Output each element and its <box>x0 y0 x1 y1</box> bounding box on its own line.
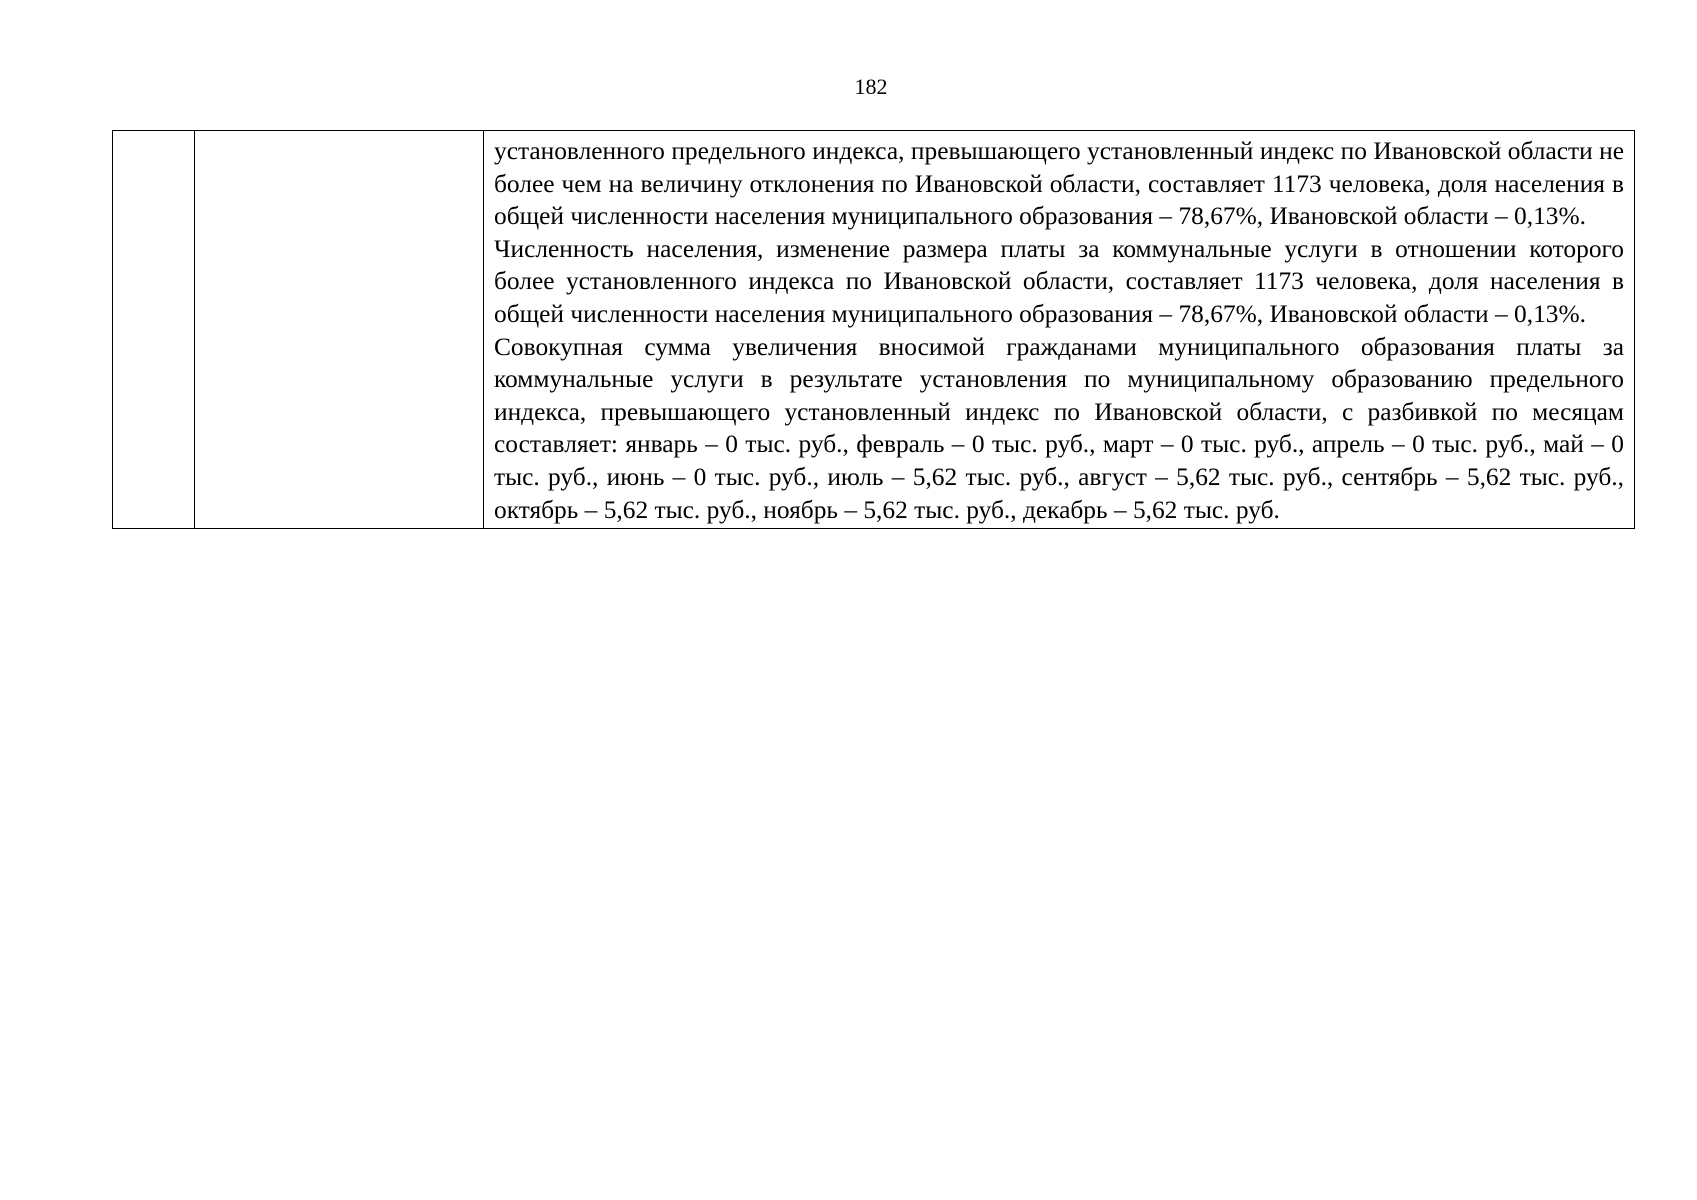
table-cell-content <box>484 131 1635 529</box>
paragraph: Численность населения, изменение размера платы за коммунальные услуги в отношении которого более установленного индекса по Ивановской области, составляет 1173 человека, доля населения в общей численности населения муниципального образования – 78,67%, Ивановской области – 0,13%. <box>494 234 1624 328</box>
document-table <box>112 130 1635 529</box>
table-cell-name <box>195 131 484 529</box>
table-cell-number <box>113 131 195 529</box>
table-row <box>113 131 1635 529</box>
paragraph: Совокупная сумма увеличения вносимой гражданами муниципального образования платы за коммунальные услуги в результате установления по муниципальному образованию предельного индекса, превышающего установленный индекс по Ивановской области, с разбивкой по месяцам составляет: январь – 0 тыс. руб., февраль – 0 тыс. руб., март – 0 тыс. руб., апрель – 0 тыс. руб., май – 0 тыс. руб., июнь – 0 тыс. руб., июль – 5,62 тыс. руб., август – 5,62 тыс. руб., сентябрь – 5,62 тыс. руб., октябрь – 5,62 тыс. руб., ноябрь – 5,62 тыс. руб., декабрь – 5,62 тыс. руб. <box>494 332 1624 524</box>
paragraph: установленного предельного индекса, превышающего установленный индекс по Ивановской области не более чем на величину отклонения по Ивановской области, составляет 1173 человека, доля населения в общей численности населения муниципального образования – 78,67%, Ивановской области – 0,13%. <box>494 137 1624 231</box>
page-number: 182 <box>854 74 888 99</box>
